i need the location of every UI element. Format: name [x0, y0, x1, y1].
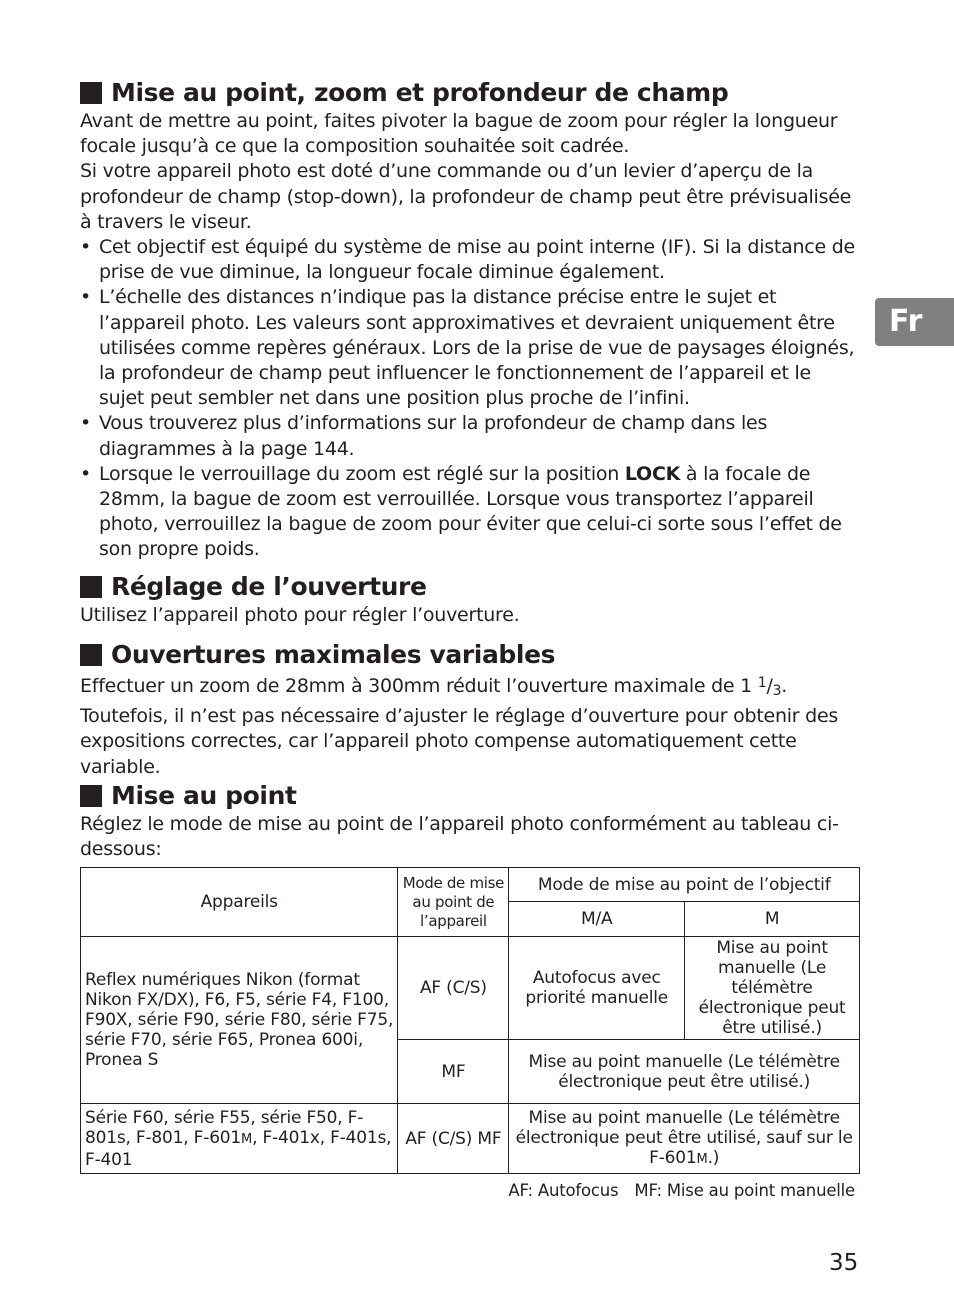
table-cell: Mise au point manuelle (Le télémètre électronique peut être utilisé.) — [685, 937, 860, 1040]
list-item: • Vous trouverez plus d’informations sur la profondeur de champ dans les diagrammes à la page 144. — [80, 411, 860, 461]
section-aperture — [80, 571, 519, 628]
section-heading: Réglage de l’ouverture — [80, 571, 519, 603]
table-legend — [508, 1181, 855, 1200]
table-cell: Mise au point manuelle (Le télémètre électronique peut être utilisé.) — [509, 1040, 860, 1104]
section-heading: Ouvertures maximales variables — [80, 639, 860, 671]
paragraph: Avant de mettre au point, faites pivoter la bague de zoom pour régler la longueur focale jusqu’à ce que la composition souhaitée soit cadrée. — [80, 110, 838, 158]
list-item: • Cet objectif est équipé du système de mise au point interne (IF). Si la distance de prise de vue diminue, la longueur focale diminue également. — [80, 235, 860, 285]
square-bullet-icon — [80, 644, 102, 666]
language-tab: Fr — [875, 298, 954, 346]
paragraph: Effectuer un zoom de 28mm à 300mm réduit l’ouverture maximale de 1 $^1/_3$. Toutefois, il n’est pas nécessaire d’ajuster le réglage d’ouverture pour obtenir des expositions correctes, car l’appareil photo compense automatiquement cette variable. — [80, 675, 839, 778]
header-m: M — [685, 902, 860, 937]
section-zoom-depth — [80, 77, 860, 563]
table-cell: Mise au point manuelle (Le télémètre électronique peut être utilisé, sauf sur le F-601M.) — [509, 1104, 860, 1174]
legend-mf: MF: Mise au point manuelle — [634, 1181, 855, 1200]
table-cell-mode: AF (C/S) — [398, 937, 509, 1040]
paragraph: Utilisez l’appareil photo pour régler l’ouverture. — [80, 604, 520, 626]
paragraph: Si votre appareil photo est doté d’une commande ou d’un levier d’aperçu de la profondeur de champ (stop-down), la profondeur de champ peut être prévisualisée à travers le viseur. — [80, 160, 852, 233]
table-cell-mode: MF — [398, 1040, 509, 1104]
table-cell-devices: Reflex numériques Nikon (format Nikon FX/DX), F6, F5, série F4, F100, F90X, série F90, série F80, série F75, série F70, série F65, Pronea 600i, Pronea S — [81, 937, 398, 1104]
list-item: • Lorsque le verrouillage du zoom est réglé sur la position LOCK à la focale de 28mm, la bague de zoom est verrouillée. Lorsque vous transportez l’appareil photo, verrouillez la bague de zoom pour éviter que celui-ci sorte sous l’effet de son propre poids. — [80, 462, 860, 563]
section-heading: Mise au point, zoom et profondeur de champ — [80, 77, 860, 109]
page-number: 35 — [829, 1250, 859, 1276]
header-devices: Appareils — [81, 868, 398, 937]
square-bullet-icon — [80, 576, 102, 598]
table-cell: Autofocus avec priorité manuelle — [509, 937, 685, 1040]
square-bullet-icon — [80, 82, 102, 104]
table-cell-mode: AF (C/S) MF — [398, 1104, 509, 1174]
section-focus — [80, 780, 860, 862]
header-camera-mode: Mode de mise au point de l’appareil — [398, 868, 509, 937]
bullet-list — [80, 235, 860, 563]
table-cell-devices: Série F60, série F55, série F50, F-801s, F-801, F-601M, F-401x, F-401s, F-401 — [81, 1104, 398, 1174]
section-heading: Mise au point — [80, 780, 860, 812]
section-variable-aperture — [80, 639, 860, 780]
lock-label: LOCK — [624, 462, 681, 485]
legend-af: AF: Autofocus — [508, 1181, 619, 1200]
header-lens-mode: Mode de mise au point de l’objectif — [509, 868, 860, 902]
list-item: • L’échelle des distances n’indique pas la distance précise entre le sujet et l’appareil photo. Les valeurs sont approximatives et devraient uniquement être utilisées comme repères généraux. Lors de la prise de vue de paysages éloignés, la profondeur de champ peut influencer le fonctionnement de l’appareil et le sujet peut sembler net dans une position plus proche de l’infini. — [80, 285, 860, 411]
paragraph: Réglez le mode de mise au point de l’appareil photo conformément au tableau ci-dessous: — [80, 813, 839, 861]
header-ma: M/A — [509, 902, 685, 937]
square-bullet-icon — [80, 785, 102, 807]
focus-mode-table — [80, 867, 860, 1174]
